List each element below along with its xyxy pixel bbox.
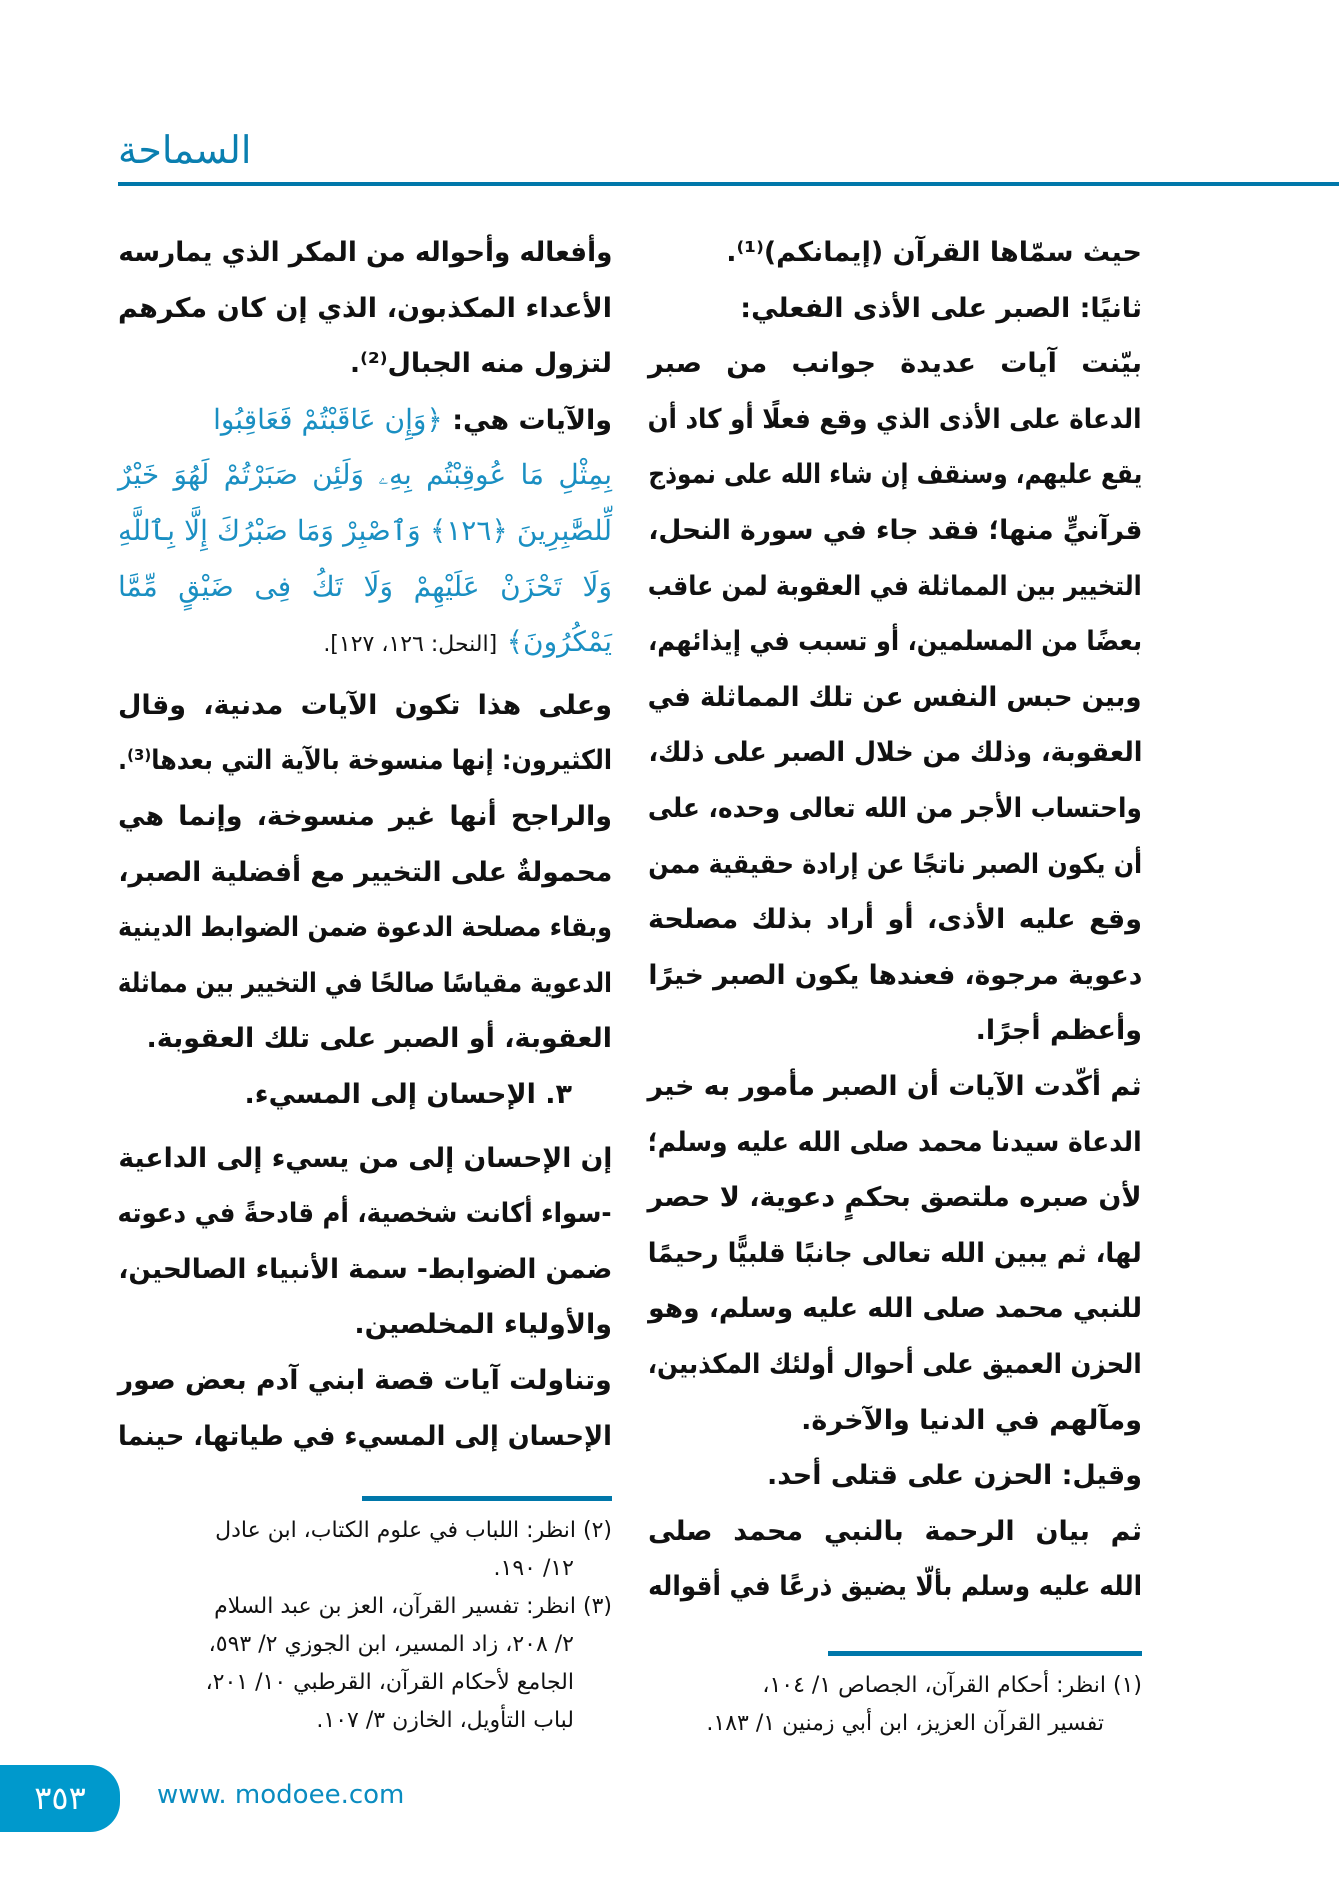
body-line: أن يكون الصبر ناتجًا عن إرادة حقيقية ممن (648, 848, 1142, 880)
body-line: وأفعاله وأحواله من المكر الذي يمارسه (117, 237, 612, 268)
body-line: ثم أكّدت الآيات أن الصبر مأمور به خير (648, 1071, 1142, 1102)
body-line: والراجح أنها غير منسوخة، وإنما هي (118, 801, 612, 832)
quran-verse-line: بِمِثْلِ مَا عُوقِبْتُم بِهِۦ وَلَئِن صَبَرْتُمْ لَهُوَ خَيْرٌ (118, 458, 612, 492)
body-line: العقوبة، وذلك من خلال الصبر على ذلك، (647, 737, 1142, 769)
body-line: محمولةٌ على التخيير مع أفضلية الصبر، (118, 856, 612, 888)
body-line: وتناولت آيات قصة ابني آدم بعض صور (118, 1365, 612, 1396)
body-line: لتزول منه الجبال⁽²⁾. (349, 348, 612, 380)
website-url[interactable]: www. modoee.com (157, 1780, 405, 1810)
running-header-title: السماحة (118, 128, 252, 172)
verse-citation: [النحل: ١٢٦، ١٢٧]. (323, 632, 498, 658)
body-line: يقع عليهم، وسنقف إن شاء الله على نموذج (648, 459, 1142, 491)
page-number-badge: ٣٥٣ (0, 1765, 120, 1832)
footnote-rule-left (362, 1496, 612, 1501)
footnote-line: (٢) انظر: اللباب في علوم الكتاب، ابن عادل (215, 1518, 612, 1543)
composite-line (118, 614, 612, 670)
body-line: لها، ثم يبين الله تعالى جانبًا قلبيًّا رحيمًا (648, 1237, 1142, 1269)
footnote-line: تفسير القرآن العزيز، ابن أبي زمنين ١/ ١٨٣. (706, 1711, 1104, 1736)
body-line: واحتساب الأجر من الله تعالى وحده، على (648, 793, 1142, 824)
body-line: الإحسان إلى المسيء في طياتها، حينما (117, 1420, 612, 1452)
body-line: وبقاء مصلحة الدعوة ضمن الضوابط الدينية (118, 912, 612, 944)
footnote-line: ٢/ ٢٠٨، زاد المسير، ابن الجوزي ٢/ ٥٩٣، (208, 1632, 574, 1657)
body-line: إن الإحسان إلى من يسيء إلى الداعية (117, 1142, 612, 1174)
footnote-line: الجامع لأحكام القرآن، القرطبي ١٠/ ٢٠١، (205, 1670, 574, 1695)
footnote-line: لباب التأويل، الخازن ٣/ ١٠٧. (316, 1708, 574, 1733)
body-line: قرآنيٍّ منها؛ فقد جاء في سورة النحل، (647, 515, 1142, 546)
body-line: الحزن العميق على أحوال أولئك المكذبين، (647, 1349, 1142, 1380)
composite-line (118, 392, 612, 448)
body-line: الله عليه وسلم بألّا يضيق ذرعًا في أقواله (647, 1571, 1142, 1603)
body-line: الأعداء المكذبون، الذي إن كان مكرهم (118, 292, 612, 324)
footnote-line: (٣) انظر: تفسير القرآن، العز بن عبد السلام (214, 1594, 612, 1619)
footnote-rule-right (828, 1651, 1142, 1656)
body-line: لأن صبره ملتصق بحكمٍ دعوية، لا حصر (648, 1182, 1142, 1214)
body-line: دعوية مرجوة، فعندها يكون الصبر خيرًا (648, 959, 1142, 991)
right-column (648, 225, 1142, 1625)
body-line: حيث سمّاها القرآن (إيمانكم)⁽¹⁾. (726, 237, 1142, 268)
body-line: -سواء أكانت شخصية، أم قادحةً في دعوته (117, 1198, 612, 1230)
body-line: وقيل: الحزن على قتلى أحد. (766, 1460, 1142, 1492)
quran-verse-text: ﴿وَإِن عَاقَبْتُمْ فَعَاقِبُوا (213, 402, 443, 436)
quran-verse-line: وَلَا تَحْزَنْ عَلَيْهِمْ وَلَا تَكُ فِى ضَيْقٍ مِّمَّا (118, 569, 612, 603)
body-line: وعلى هذا تكون الآيات مدنية، وقال (118, 689, 612, 721)
footnote-line: ١٢/ ١٩٠. (493, 1556, 574, 1581)
header-rule (118, 182, 1339, 186)
body-line: ومآلهم في الدنيا والآخرة. (801, 1404, 1142, 1436)
body-line: والأولياء المخلصين. (354, 1309, 612, 1341)
body-line: ثانيًا: الصبر على الأذى الفعلي: (740, 292, 1142, 324)
body-line: ثم بيان الرحمة بالنبي محمد صلى (648, 1515, 1142, 1547)
body-line: ضمن الضوابط- سمة الأنبياء الصالحين، (118, 1253, 612, 1285)
body-line: وقع عليه الأذى، أو أراد بذلك مصلحة (648, 904, 1142, 936)
left-column (118, 225, 612, 1485)
body-line: وبين حبس النفس عن تلك المماثلة في (647, 681, 1142, 713)
body-line: الدعاة على الأذى الذي وقع فعلًا أو كاد أن (648, 403, 1142, 435)
body-line: الكثيرون: إنها منسوخة بالآية التي بعدها⁽³⁾. (118, 745, 612, 777)
body-line: وأعظم أجرًا. (975, 1015, 1142, 1047)
body-line: للنبي محمد صلى الله عليه وسلم، وهو (648, 1293, 1142, 1325)
body-line: الدعوية مقياسًا صالحًا في التخيير بين مماثلة (118, 967, 612, 999)
footnote-line: (١) انظر: أحكام القرآن، الجصاص ١/ ١٠٤، (762, 1673, 1142, 1698)
quran-verse-text: يَمْكُرُونَ﴾ (506, 625, 612, 659)
body-line: التخيير بين المماثلة في العقوبة لمن عاقب (648, 570, 1142, 602)
quran-verse-line: لِّلصَّٰبِرِينَ ﴿١٢٦﴾ وَٱصْبِرْ وَمَا صَبْرُكَ إِلَّا بِٱللَّهِ (118, 514, 612, 547)
body-line: الدعاة سيدنا محمد صلى الله عليه وسلم؛ (648, 1126, 1142, 1158)
body-line: بيّنت آيات عديدة جوانب من صبر (648, 348, 1142, 380)
body-line: بعضًا من المسلمين، أو تسبب في إيذائهم، (647, 626, 1142, 658)
body-line: ٣. الإحسان إلى المسيء. (244, 1079, 572, 1110)
body-text: والآيات هي: (452, 404, 612, 436)
body-line: العقوبة، أو الصبر على تلك العقوبة. (146, 1023, 612, 1055)
